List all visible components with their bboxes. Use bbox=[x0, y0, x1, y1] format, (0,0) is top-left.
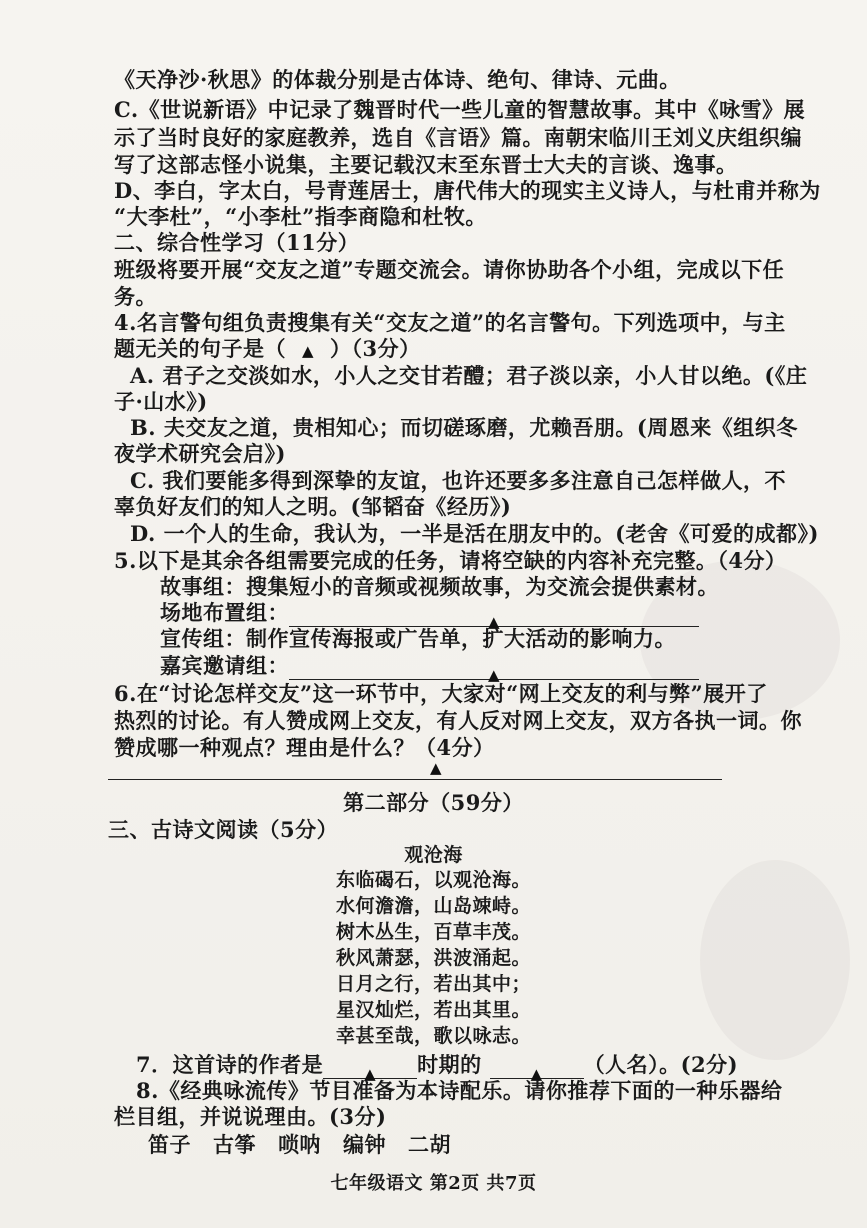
q5-guests-group bbox=[160, 652, 699, 684]
poem-title: 观沧海 bbox=[404, 844, 463, 866]
q6-line2: 热烈的讨论。有人赞成网上交友，有人反对网上交友，双方各执一词。你 bbox=[114, 708, 802, 733]
option-c-line1: C.《世说新语》中记录了魏晋时代一些儿童的智慧故事。其中《咏雪》展 bbox=[114, 97, 806, 122]
q4-line1: 4.名言警句组负责搜集有关“交友之道”的名言警句。下列选项中，与主 bbox=[114, 310, 786, 335]
part2-heading: 第二部分（59分） bbox=[343, 790, 524, 815]
q5-venue-label: 场地布置组： bbox=[160, 600, 289, 625]
q4-option-b-line1: B. 夫交友之道，贵相知心；而切磋琢磨，尤赖吾朋。(周恩来《组织冬 bbox=[130, 415, 798, 440]
q4-option-a-line1: A. 君子之交淡如水，小人之交甘若醴；君子淡以亲，小人甘以绝。(《庄 bbox=[130, 363, 808, 388]
q7-mid: 时期的 bbox=[417, 1052, 482, 1077]
q4-line2 bbox=[114, 335, 421, 365]
triangle-marker-icon: ▲ bbox=[487, 613, 501, 631]
q5-guests-label: 嘉宾邀请组： bbox=[160, 653, 289, 678]
q8-line2: 栏目组，并说说理由。(3分) bbox=[114, 1104, 387, 1129]
triangle-marker-icon: ▲ bbox=[430, 759, 442, 777]
option-d-line2: “大李杜”，“小李杜”指李商隐和杜牧。 bbox=[114, 204, 487, 229]
instrument-item: 古筝 bbox=[213, 1132, 256, 1157]
q5-line1: 5.以下是其余各组需要完成的任务，请将空缺的内容补充完整。（4分） bbox=[114, 548, 787, 573]
q8-line1: 8.《经典咏流传》节目准备为本诗配乐。请你推荐下面的一种乐器给 bbox=[136, 1078, 783, 1103]
answer-blank-era[interactable] bbox=[323, 1056, 417, 1083]
q7-points: （人名）。(2分) bbox=[583, 1052, 739, 1077]
page-footer: 七年级语文 第2页 共7页 bbox=[330, 1173, 537, 1194]
q5-story-group: 故事组：搜集短小的音频或视频故事，为交流会提供素材。 bbox=[160, 574, 719, 599]
answer-line-q6[interactable] bbox=[108, 759, 722, 780]
poem-line: 东临碣石，以观沧海。 bbox=[335, 869, 531, 891]
instrument-item: 编钟 bbox=[343, 1132, 386, 1157]
option-c-line3: 写了这部志怪小说集，主要记载汉末至东晋士大夫的言谈、逸事。 bbox=[114, 152, 738, 177]
option-d-line1: D、李白，字太白，号青莲居士，唐代伟大的现实主义诗人，与杜甫并称为 bbox=[114, 178, 821, 203]
q7-stem: 7．这首诗的作者是 bbox=[136, 1052, 324, 1077]
q4-option-a-line2: 子·山水》) bbox=[114, 389, 208, 414]
poem-line: 日月之行，若出其中； bbox=[335, 973, 531, 995]
part1-continued-line: 《天净沙·秋思》的体裁分别是古体诗、绝句、律诗、元曲。 bbox=[114, 67, 681, 92]
section2-heading: 二、综合性学习（11分） bbox=[114, 230, 360, 255]
poem-line: 水何澹澹，山岛竦峙。 bbox=[335, 895, 531, 917]
q4-points: ）（3分） bbox=[330, 336, 421, 361]
section3-heading: 三、古诗文阅读（5分） bbox=[108, 817, 339, 842]
instrument-item: 唢呐 bbox=[278, 1132, 321, 1157]
q6-line3: 赞成哪一种观点？理由是什么？（4分） bbox=[114, 735, 495, 760]
instrument-item: 笛子 bbox=[148, 1132, 191, 1157]
triangle-marker-icon: ▲ bbox=[487, 666, 501, 684]
answer-blank-author[interactable] bbox=[490, 1056, 584, 1083]
instrument-item: 二胡 bbox=[408, 1132, 451, 1157]
answer-blank-venue[interactable] bbox=[289, 604, 699, 631]
q7-line bbox=[136, 1051, 739, 1083]
q4-stem: 题无关的句子是（ bbox=[114, 336, 286, 361]
q6-line1: 6.在“讨论怎样交友”这一环节中，大家对“网上交友的利与弊”展开了 bbox=[114, 681, 768, 706]
poem-line: 秋风萧瑟，洪波涌起。 bbox=[335, 947, 531, 969]
q4-option-c-line1: C. 我们要能多得到深挚的友谊，也许还要多多注意自己怎样做人，不 bbox=[130, 468, 786, 493]
triangle-marker-icon: ▲ bbox=[301, 342, 315, 360]
triangle-marker-icon: ▲ bbox=[364, 1065, 377, 1083]
section2-intro-line2: 务。 bbox=[114, 284, 157, 309]
answer-blank-q4[interactable] bbox=[286, 335, 330, 365]
q4-option-c-line2: 辜负好友们的知人之明。(邹韬奋《经历》) bbox=[114, 494, 512, 519]
q8-instruments bbox=[148, 1131, 451, 1159]
answer-blank-guests[interactable] bbox=[289, 657, 699, 684]
q4-option-b-line2: 夜学术研究会启》) bbox=[114, 441, 286, 466]
q5-publicity-group: 宣传组：制作宣传海报或广告单，扩大活动的影响力。 bbox=[160, 626, 676, 651]
poem-line: 树木丛生，百草丰茂。 bbox=[335, 921, 531, 943]
q5-venue-group bbox=[160, 599, 699, 631]
option-c-line2: 示了当时良好的家庭教养，选自《言语》篇。南朝宋临川王刘义庆组织编 bbox=[114, 125, 802, 150]
triangle-marker-icon: ▲ bbox=[530, 1065, 543, 1083]
poem-line: 星汉灿烂，若出其里。 bbox=[335, 999, 531, 1021]
q4-option-d: D. 一个人的生命，我认为，一半是活在朋友中的。(老舍《可爱的成都》) bbox=[130, 521, 819, 546]
section2-intro-line1: 班级将要开展“交友之道”专题交流会。请你协助各个小组，完成以下任 bbox=[114, 257, 785, 282]
poem-line: 幸甚至哉，歌以咏志。 bbox=[335, 1025, 531, 1047]
